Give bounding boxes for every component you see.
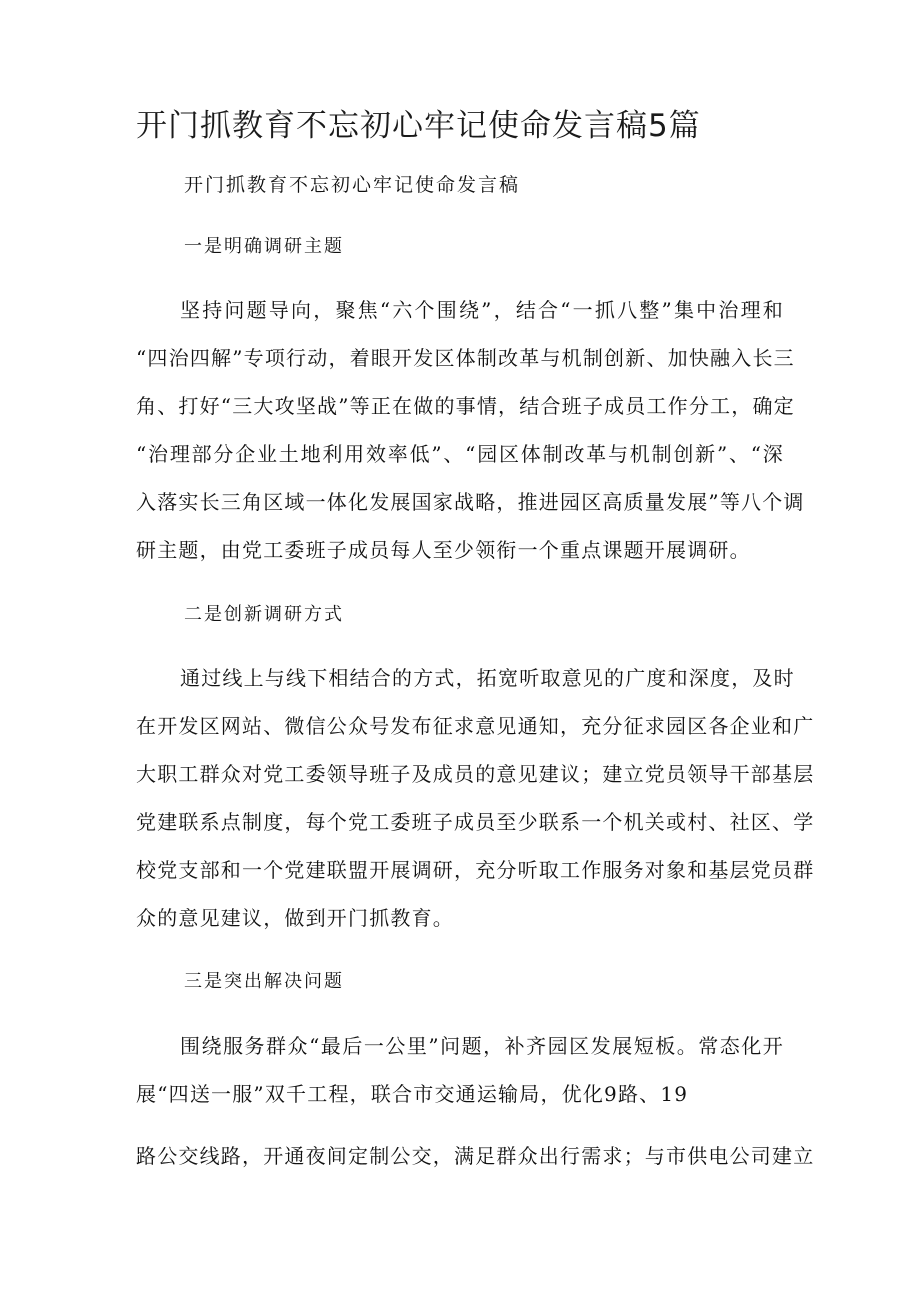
paragraph-line: 入落实长三角区域一体化发展国家战略，推进园区高质量发展”等八个调 [136,490,805,514]
section-paragraph-2 [136,654,815,942]
section-paragraph-3-continued [136,1132,815,1180]
section-heading-3: 三是突出解决问题 [184,971,344,992]
paragraph-line: “治理部分企业土地利用效率低”、“园区体制改革与机制创新”、“深 [136,442,784,466]
paragraph-line: 通过线上与线下相结合的方式，拓宽听取意见的广度和深度，及时 [180,666,795,690]
section-heading-1: 一是明确调研主题 [184,236,344,257]
paragraph-line: 展“四送一服”双千工程，联合市交通运输局，优化9路、19 [136,1082,689,1106]
paragraph-line: 众的意见建议，做到开门抓教育。 [136,906,454,930]
paragraph-line: 角、打好“三大攻坚战”等正在做的事情，结合班子成员工作分工，确定 [136,394,795,418]
section-heading-2: 二是创新调研方式 [184,604,344,625]
paragraph-line: 围绕服务群众“最后一公里”问题，补齐园区发展短板。常态化开 [180,1034,784,1058]
paragraph-line: 研主题，由党工委班子成员每人至少领衔一个重点课题开展调研。 [136,538,751,562]
section-paragraph-1 [136,286,805,574]
paragraph-line: 路公交线路，开通夜间定制公交，满足群众出行需求；与市供电公司建立 [136,1144,815,1168]
paragraph-line: 校党支部和一个党建联盟开展调研，充分听取工作服务对象和基层党员群 [136,858,815,882]
paragraph-line: 坚持问题导向，聚焦“六个围绕”，结合“一抓八整”集中治理和 [180,298,784,322]
paragraph-line: 党建联系点制度，每个党工委班子成员至少联系一个机关或村、社区、学 [136,810,815,834]
paragraph-line: “四治四解”专项行动，着眼开发区体制改革与机制创新、加快融入长三 [136,346,795,370]
section-paragraph-3 [136,1022,784,1118]
paragraph-line: 在开发区网站、微信公众号发布征求意见通知，充分征求园区各企业和广 [136,714,815,738]
document-subtitle: 开门抓教育不忘初心牢记使命发言稿 [184,174,521,196]
paragraph-line: 大职工群众对党工委领导班子及成员的意见建议；建立党员领导干部基层 [136,762,815,786]
document-title: 开门抓教育不忘初心牢记使命发言稿5篇 [136,108,701,144]
